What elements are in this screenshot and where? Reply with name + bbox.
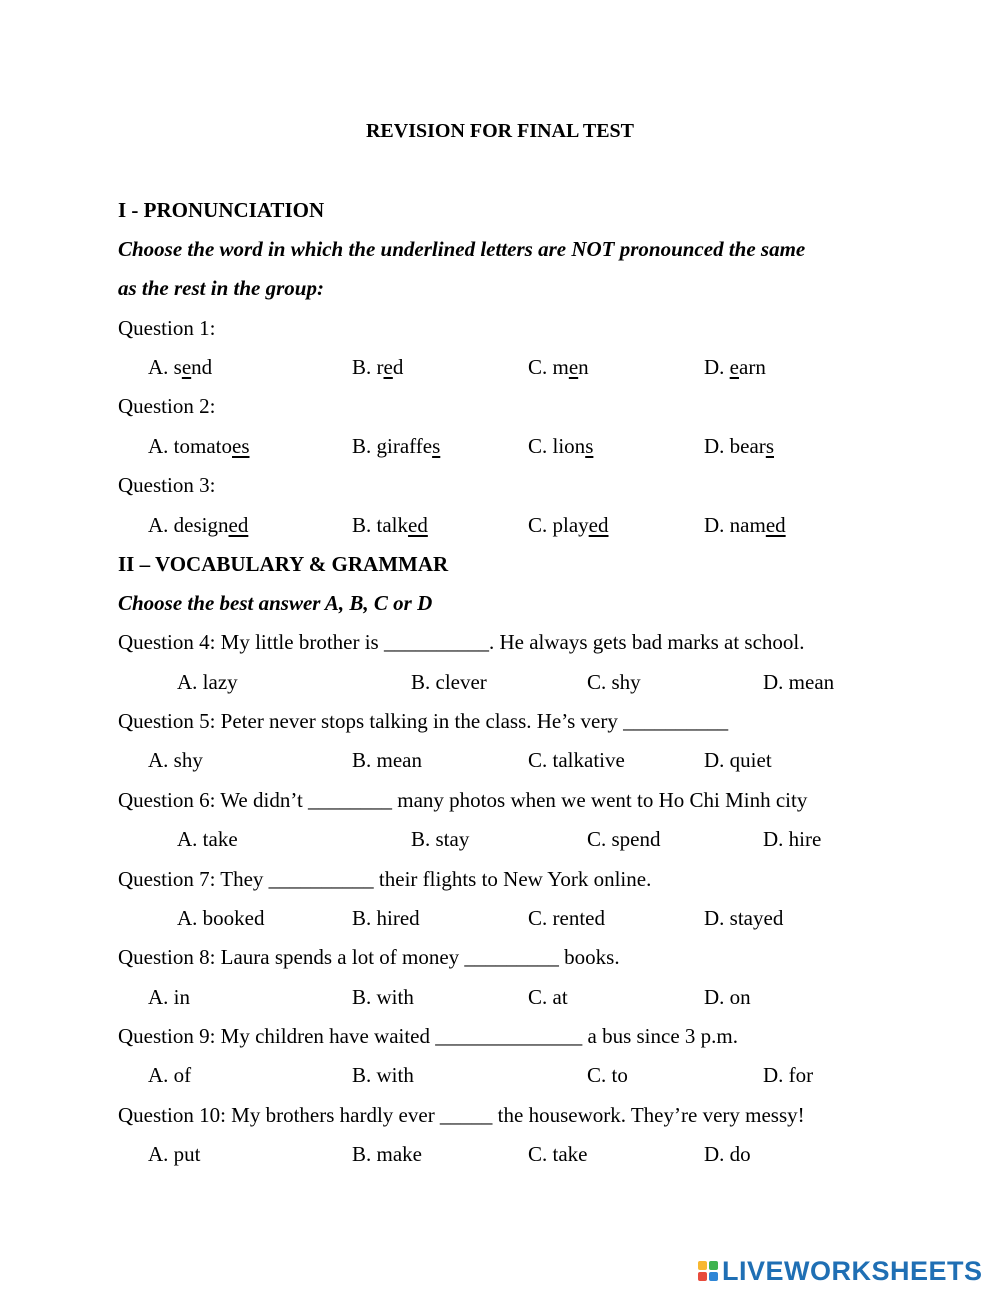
q8-option-a: A. in — [148, 985, 190, 1009]
q2-option-b: B. giraffes — [352, 434, 441, 458]
q7-option-a: A. booked — [177, 906, 265, 930]
q5-option-d: D. quiet — [704, 748, 772, 772]
section-heading-pronunciation: I - PRONUNCIATION — [118, 198, 325, 222]
liveworksheets-logo — [698, 1254, 983, 1288]
q4-option-b: B. clever — [411, 670, 487, 694]
q4-option-c: C. shy — [587, 670, 641, 694]
question-2-label: Question 2: — [118, 394, 216, 418]
question-9-text: Question 9: My children have waited ______________ a bus since 3 p.m. — [118, 1024, 738, 1048]
q10-option-d: D. do — [704, 1142, 751, 1166]
q9-option-d: D. for — [763, 1063, 814, 1087]
q4-option-a: A. lazy — [177, 670, 238, 694]
question-8-text: Question 8: Laura spends a lot of money _________ books. — [118, 945, 620, 969]
logo-tile — [698, 1261, 707, 1270]
q7-option-b: B. hired — [352, 906, 420, 930]
question-6-text: Question 6: We didn’t ________ many photos when we went to Ho Chi Minh city — [118, 788, 808, 812]
q6-option-a: A. take — [177, 827, 238, 851]
question-4-text: Question 4: My little brother is __________. He always gets bad marks at school. — [118, 630, 805, 654]
instruction-pronunciation-line1: Choose the word in which the underlined letters are NOT pronounced the same — [118, 237, 806, 261]
q9-option-c: C. to — [587, 1063, 628, 1087]
q8-option-b: B. with — [352, 985, 414, 1009]
q3-option-d: D. named — [704, 513, 786, 537]
q8-option-c: C. at — [528, 985, 568, 1009]
q9-option-a: A. of — [148, 1063, 192, 1087]
q2-option-c: C. lions — [528, 434, 594, 458]
question-7-text: Question 7: They __________ their flights to New York online. — [118, 867, 652, 891]
question-3-label: Question 3: — [118, 473, 216, 497]
q3-option-a: A. designed — [148, 513, 249, 537]
q2-option-d: D. bears — [704, 434, 774, 458]
q2-option-a: A. tomatoes — [148, 434, 250, 458]
question-10-text: Question 10: My brothers hardly ever _____ the housework. They’re very messy! — [118, 1103, 805, 1127]
q6-option-d: D. hire — [763, 827, 822, 851]
q1-option-d: D. earn — [704, 355, 766, 379]
q10-option-a: A. put — [148, 1142, 201, 1166]
instruction-pronunciation-line2: as the rest in the group: — [118, 276, 324, 300]
logo-tile — [709, 1272, 718, 1281]
q1-option-a: A. send — [148, 355, 213, 379]
q5-option-a: A. shy — [148, 748, 203, 772]
logo-tiles-icon — [698, 1261, 718, 1281]
q5-option-c: C. talkative — [528, 748, 625, 772]
question-1-label: Question 1: — [118, 316, 216, 340]
q4-option-d: D. mean — [763, 670, 835, 694]
q10-option-b: B. make — [352, 1142, 422, 1166]
q10-option-c: C. take — [528, 1142, 588, 1166]
q6-option-c: C. spend — [587, 827, 661, 851]
q1-option-c: C. men — [528, 355, 589, 379]
q5-option-b: B. mean — [352, 748, 422, 772]
logo-text: LIVEWORKSHEETS — [722, 1255, 983, 1286]
q9-option-b: B. with — [352, 1063, 414, 1087]
section-heading-vocabulary: II – VOCABULARY & GRAMMAR — [118, 552, 449, 576]
instruction-vocabulary: Choose the best answer A, B, C or D — [118, 591, 433, 615]
q3-option-c: C. played — [528, 513, 609, 537]
q3-option-b: B. talked — [352, 513, 428, 537]
q6-option-b: B. stay — [411, 827, 470, 851]
logo-tile — [698, 1272, 707, 1281]
q8-option-d: D. on — [704, 985, 751, 1009]
question-5-text: Question 5: Peter never stops talking in the class. He’s very __________ — [118, 709, 729, 733]
q7-option-c: C. rented — [528, 906, 605, 930]
q7-option-d: D. stayed — [704, 906, 784, 930]
page-title: REVISION FOR FINAL TEST — [365, 120, 635, 142]
q1-option-b: B. red — [352, 355, 404, 379]
logo-tile — [709, 1261, 718, 1270]
